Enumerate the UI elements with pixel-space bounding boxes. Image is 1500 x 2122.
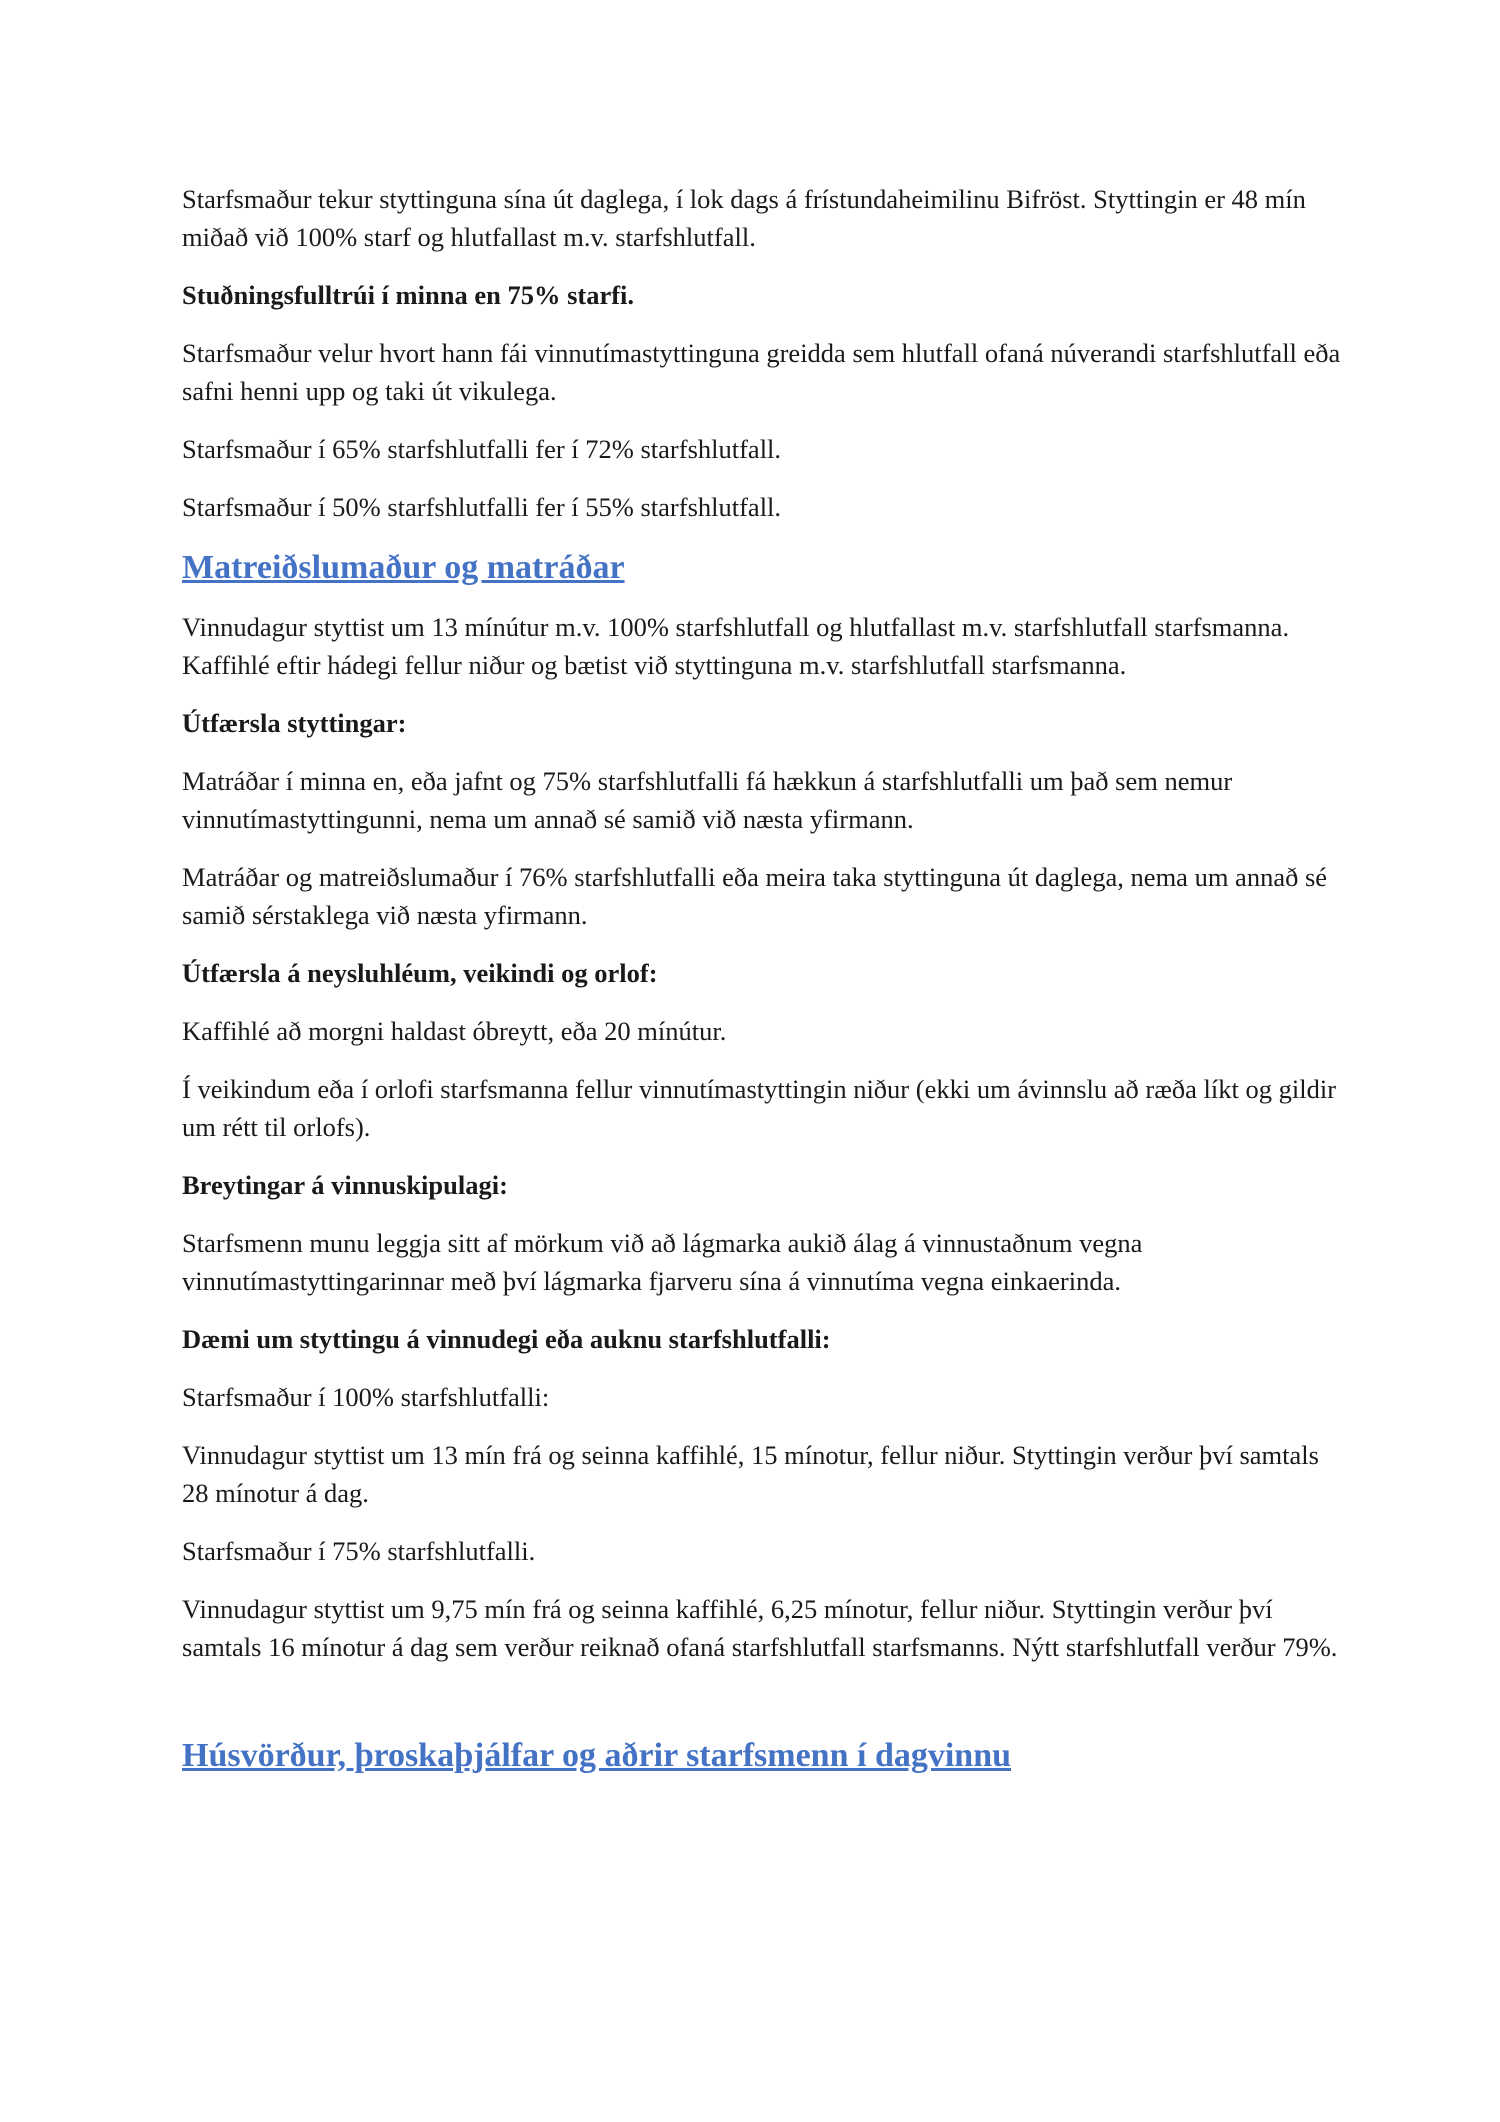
subheading-vinnuskipulag: Breytingar á vinnuskipulagi: xyxy=(182,1170,508,1200)
paragraph-starfsmenn-leggja: Starfsmenn munu leggja sitt af mörkum við að lágmarka aukið álag á vinnustaðnum vegna vinnutímastyttingarinnar með því lágmarka fjarveru sína á vinnutíma vegna einkaerinda. xyxy=(182,1228,1143,1296)
section-heading-husvordur: Húsvörður, þroskaþjálfar og aðrir starfsmenn í dagvinnu xyxy=(182,1737,1012,1774)
paragraph-75-percent: Starfsmaður í 75% starfshlutfalli. xyxy=(182,1536,536,1566)
paragraph-example-75: Vinnudagur styttist um 9,75 mín frá og seinna kaffihlé, 6,25 mínotur, fellur niður. Styttingin verður því samtals 16 mínotur á dag sem verður reiknað ofaná starfshlutfall starfsmanns. Nýtt starfshlutfall verður 79%. xyxy=(182,1594,1338,1662)
subheading-utfaersla-styttingar: Útfærsla styttingar: xyxy=(182,708,407,738)
paragraph-veikindi: Í veikindum eða í orlofi starfsmanna fellur vinnutímastyttingin niður (ekki um ávinnslu að ræða líkt og gildir um rétt til orlofs). xyxy=(182,1074,1337,1142)
paragraph-kaffihle-morgni: Kaffihlé að morgni haldast óbreytt, eða 20 mínútur. xyxy=(182,1016,727,1046)
paragraph-choice: Starfsmaður velur hvort hann fái vinnutímastyttinguna greidda sem hlutfall ofaná núverandi starfshlutfall eða safni henni upp og taki út vikulega. xyxy=(182,338,1341,406)
paragraph-example-100: Vinnudagur styttist um 13 mín frá og seinna kaffihlé, 15 mínotur, fellur niður. Styttingin verður því samtals 28 mínotur á dag. xyxy=(182,1440,1319,1508)
subheading-neysluhle: Útfærsla á neysluhléum, veikindi og orlof: xyxy=(182,958,658,988)
paragraph-matradar-75: Matráðar í minna en, eða jafnt og 75% starfshlutfalli fá hækkun á starfshlutfalli um það sem nemur vinnutímastyttingunni, nema um annað sé samið við næsta yfirmann. xyxy=(182,766,1233,834)
paragraph-50-percent: Starfsmaður í 50% starfshlutfalli fer í 55% starfshlutfall. xyxy=(182,492,782,522)
paragraph-100-percent: Starfsmaður í 100% starfshlutfalli: xyxy=(182,1382,550,1412)
paragraph-65-percent: Starfsmaður í 65% starfshlutfalli fer í 72% starfshlutfall. xyxy=(182,434,782,464)
subheading-studningsfulltrui: Stuðningsfulltrúi í minna en 75% starfi. xyxy=(182,280,635,310)
paragraph-bifrost: Starfsmaður tekur styttinguna sína út daglega, í lok dags á frístundaheimilinu Bifröst. Styttingin er 48 mín miðað við 100% starf og hlutfallast m.v. starfshlutfall. xyxy=(182,184,1306,252)
subheading-daemi: Dæmi um styttingu á vinnudegi eða auknu starfshlutfalli: xyxy=(182,1324,831,1354)
section-heading-matreidslumadur: Matreiðslumaður og matráðar xyxy=(182,549,625,586)
paragraph-matradar-76: Matráðar og matreiðslumaður í 76% starfshlutfalli eða meira taka styttinguna út daglega, nema um annað sé samið sérstaklega við næsta yfirmann. xyxy=(182,862,1328,930)
paragraph-vinnudagur-13: Vinnudagur styttist um 13 mínútur m.v. 100% starfshlutfall og hlutfallast m.v. starfshlutfall starfsmanna. Kaffihlé eftir hádegi fellur niður og bætist við styttinguna m.v. starfshlutfall starfsmanna. xyxy=(182,612,1290,680)
document-body xyxy=(182,180,1342,1796)
